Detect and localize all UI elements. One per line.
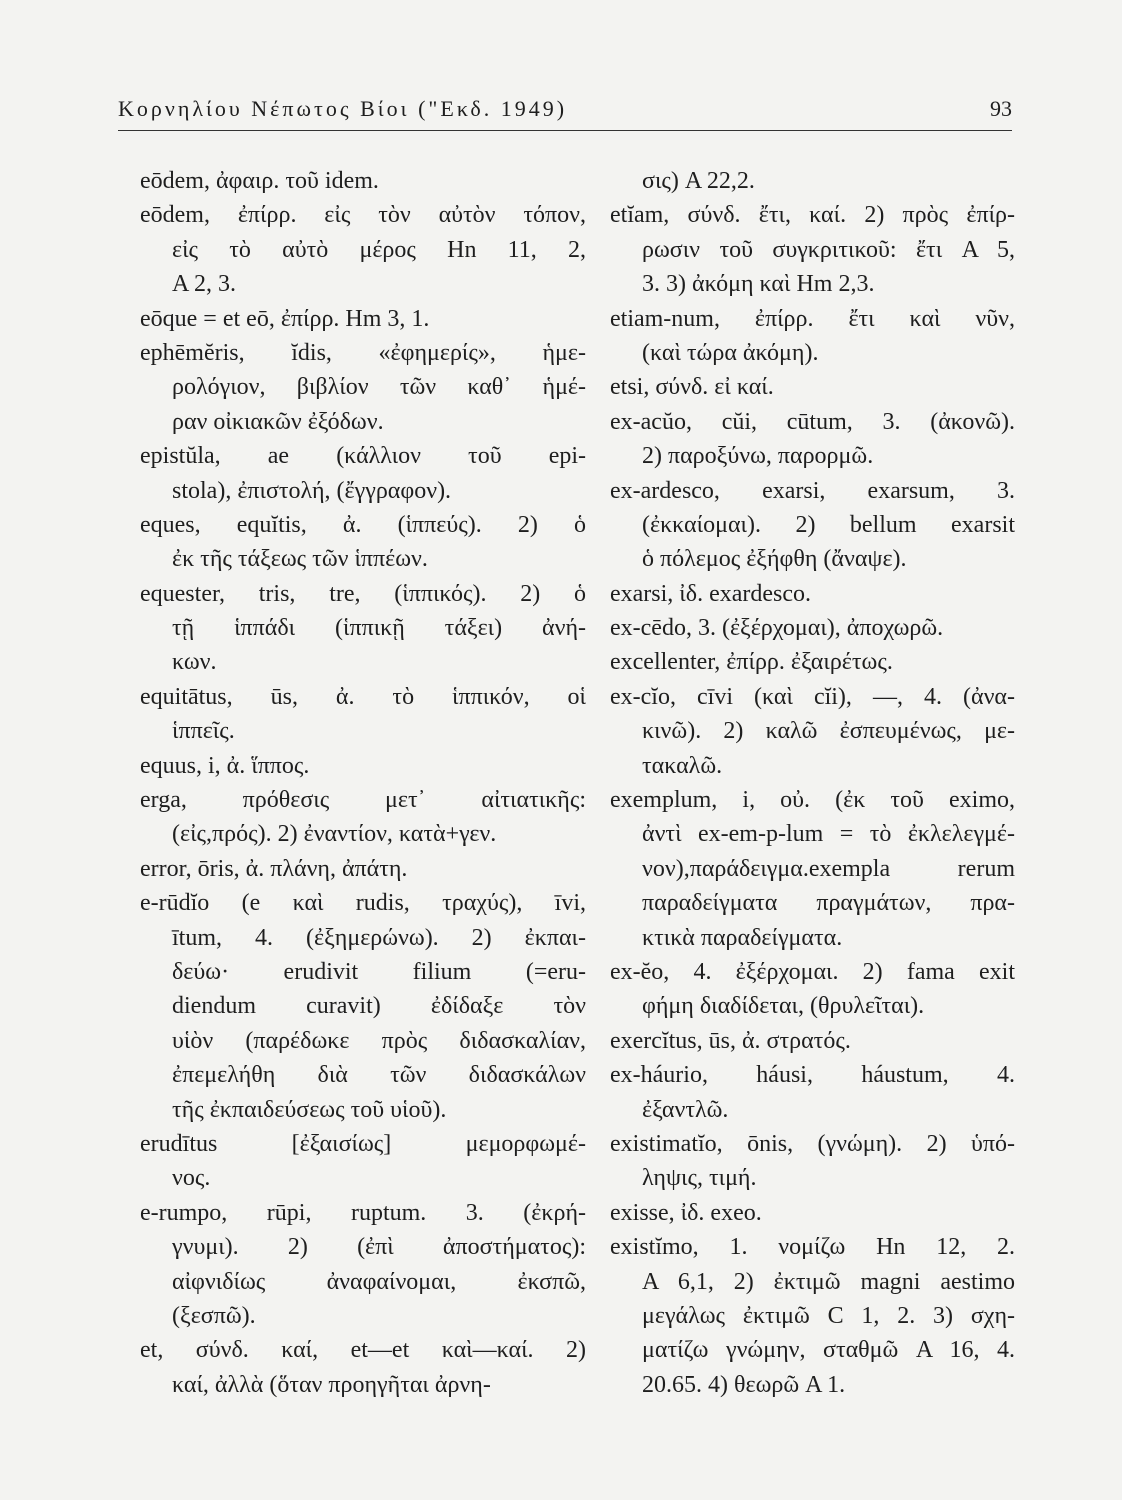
entry-headword-line: eōque = et eō, ἐπίρρ. Hm 3, 1. [140,305,430,332]
entry-continuation-line: ἀντὶ ex-em-p-lum = τὸ ἐκλελεγμέ- [642,821,1015,848]
entry-continuation-line: ληψις, τιμή. [642,1165,757,1192]
entry-continuation-line: αἰφνιδίως ἀναφαίνομαι, ἐκσπῶ, [172,1268,586,1295]
entry-headword-line: eques, equĭtis, ἀ. (ἱππεύς). 2) ὁ [140,511,586,538]
entry-continuation-line: σις) A 22,2. [642,168,755,194]
entry-continuation-line: μεγάλως ἐκτιμῶ C 1, 2. 3) σχη- [642,1302,1015,1329]
entry-headword-line: error, ōris, ἀ. πλάνη, ἀπάτη. [140,855,408,882]
entry-headword-line: epistŭla, ae (κάλλιον τοῦ epi- [140,443,586,470]
header-rule [118,130,1012,131]
entry-continuation-line: (εἰς,πρός). 2) ἐναντίον, κατὰ+γεν. [172,821,497,848]
entry-continuation-line: ītum, 4. (ἐξημερώνω). 2) ἐκπαι- [172,924,586,951]
entry-headword-line: e-rumpo, rūpi, ruptum. 3. (ἐκρή- [140,1199,586,1226]
entry-headword-line: etsi, σύνδ. εἰ καί. [610,374,774,401]
entry-headword-line: ex-ardesco, exarsi, exarsum, 3. [610,477,1015,504]
entry-headword-line: exarsi, ἰδ. exardesco. [610,580,812,607]
entry-continuation-line: ἐξαντλῶ. [642,1096,729,1123]
entry-headword-line: ex-cēdo, 3. (ἐξέρχομαι), ἀποχωρῶ. [610,615,944,642]
page-number: 93 [990,96,1012,121]
entry-headword-line: equester, tris, tre, (ἱππικός). 2) ὁ [140,580,586,607]
entry-continuation-line: νον),παράδειγμα.exempla rerum [642,855,1015,882]
entry-headword-line: eōdem, ἀφαιρ. τοῦ idem. [140,168,379,194]
entry-headword-line: ephēmĕris, ĭdis, «ἐφημερίς», ἡμε- [140,339,586,366]
entry-continuation-line: εἰς τὸ αὐτὸ μέρος Hn 11, 2, [172,236,586,263]
entry-continuation-line: κων. [172,649,217,676]
entry-headword-line: ex-háurio, háusi, háustum, 4. [610,1062,1015,1089]
entry-headword-line: equitātus, ūs, ἀ. τὸ ἱππικόν, οἱ [140,683,586,710]
entry-continuation-line: ματίζω γνώμην, σταθμῶ A 16, 4. [642,1337,1015,1364]
entry-headword-line: existimatĭo, ōnis, (γνώμη). 2) ὑπό- [610,1130,1015,1157]
entry-continuation-line: A 6,1, 2) ἐκτιμῶ magni aestimo [642,1268,1015,1295]
entry-continuation-line: (καὶ τώρα ἀκόμη). [642,339,819,366]
entry-headword-line: existĭmo, 1. νομίζω Hn 12, 2. [610,1234,1015,1261]
entry-headword-line: erga, πρόθεσις μετ᾽ αἰτιατικῆς: [140,787,586,814]
entry-continuation-line: φήμη διαδίδεται, (θρυλεῖται). [642,993,925,1020]
entry-continuation-line: 2) παροξύνω, παρορμῶ. [642,443,874,470]
entry-continuation-line: ἱππεῖς. [172,718,235,745]
entry-continuation-line: ρωσιν τοῦ συγκριτικοῦ: ἔτι A 5, [642,236,1015,263]
entry-continuation-line: ρολόγιον, βιβλίον τῶν καθ᾽ ἡμέ- [172,374,586,401]
entry-headword-line: eōdem, ἐπίρρ. εἰς τὸν αὐτὸν τόπον, [140,202,586,229]
entry-continuation-line: τῇ ἱππάδι (ἱππικῇ τάξει) ἀνή- [172,615,586,642]
entry-continuation-line: ἐπεμελήθη διὰ τῶν διδασκάλων [172,1062,586,1089]
entry-headword-line: e-rūdĭo (e καὶ rudis, τραχύς), īvi, [140,890,586,917]
entry-headword-line: exemplum, i, οὐ. (ἐκ τοῦ eximo, [610,787,1015,814]
entry-continuation-line: 3. 3) ἀκόμη καὶ Hm 2,3. [642,271,875,298]
entry-headword-line: exisse, ἰδ. exeo. [610,1199,762,1226]
entry-continuation-line: γνυμι). 2) (ἐπὶ ἀποστήματος): [172,1234,586,1261]
entry-continuation-line: ραν οἰκιακῶν ἐξόδων. [172,408,384,435]
dictionary-column-right [610,164,1015,1402]
entry-continuation-line: diendum curavit) ἐδίδαξε τὸν [172,993,586,1020]
entry-continuation-line: δεύω· erudivit filium (=eru- [172,958,586,985]
entry-headword-line: exercĭtus, ūs, ἀ. στρατός. [610,1027,851,1054]
entry-continuation-line: (ξεσπῶ). [172,1302,256,1329]
entry-continuation-line: κτικὰ παραδείγματα. [642,924,843,951]
entry-continuation-line: A 2, 3. [172,271,237,298]
entry-headword-line: equus, i, ἀ. ἵππος. [140,752,310,779]
entry-headword-line: ex-acŭo, cŭi, cūtum, 3. (ἀκονῶ). [610,408,1015,435]
entry-headword-line: excellenter, ἐπίρρ. ἐξαιρέτως. [610,649,893,676]
entry-continuation-line: παραδείγματα πραγμάτων, πρα- [642,890,1015,917]
running-head-title: Κορνηλίου Νέπωτος Βίοι ("Εκδ. 1949) [118,96,568,121]
entry-continuation-line: καί, ἀλλὰ (ὅταν προηγῆται ἀρνη- [172,1371,491,1398]
entry-continuation-line: κινῶ). 2) καλῶ ἐσπευμένως, με- [642,718,1015,745]
entry-continuation-line: ἐκ τῆς τάξεως τῶν ἱππέων. [172,546,428,573]
entry-continuation-line: νος. [172,1165,211,1192]
entry-continuation-line: τῆς ἐκπαιδεύσεως τοῦ υἱοῦ). [172,1096,447,1123]
entry-continuation-line: υἱὸν (παρέδωκε πρὸς διδασκαλίαν, [172,1027,586,1054]
entry-headword-line: ex-cĭo, cīvi (καὶ cĭi), —, 4. (ἀνα- [610,683,1015,710]
entry-headword-line: etiam-num, ἐπίρρ. ἔτι καὶ νῦν, [610,305,1015,332]
entry-headword-line: etĭam, σύνδ. ἔτι, καί. 2) πρὸς ἐπίρ- [610,202,1015,229]
entry-continuation-line: stola), ἐπιστολή, (ἔγγραφον). [172,477,452,504]
dictionary-column-left [140,164,586,1402]
entry-headword-line: ex-ĕo, 4. ἐξέρχομαι. 2) fama exit [610,958,1015,985]
entry-continuation-line: 20.65. 4) θεωρῶ A 1. [642,1371,846,1398]
entry-continuation-line: ὁ πόλεμος ἐξήφθη (ἄναψε). [642,546,907,573]
entry-headword-line: et, σύνδ. καί, et—et καὶ—καί. 2) [140,1337,586,1364]
entry-continuation-line: τακαλῶ. [642,752,723,779]
entry-headword-line: erudītus [ἐξαισίως] μεμορφωμέ- [140,1130,586,1157]
entry-continuation-line: (ἐκκαίομαι). 2) bellum exarsit [642,511,1015,538]
